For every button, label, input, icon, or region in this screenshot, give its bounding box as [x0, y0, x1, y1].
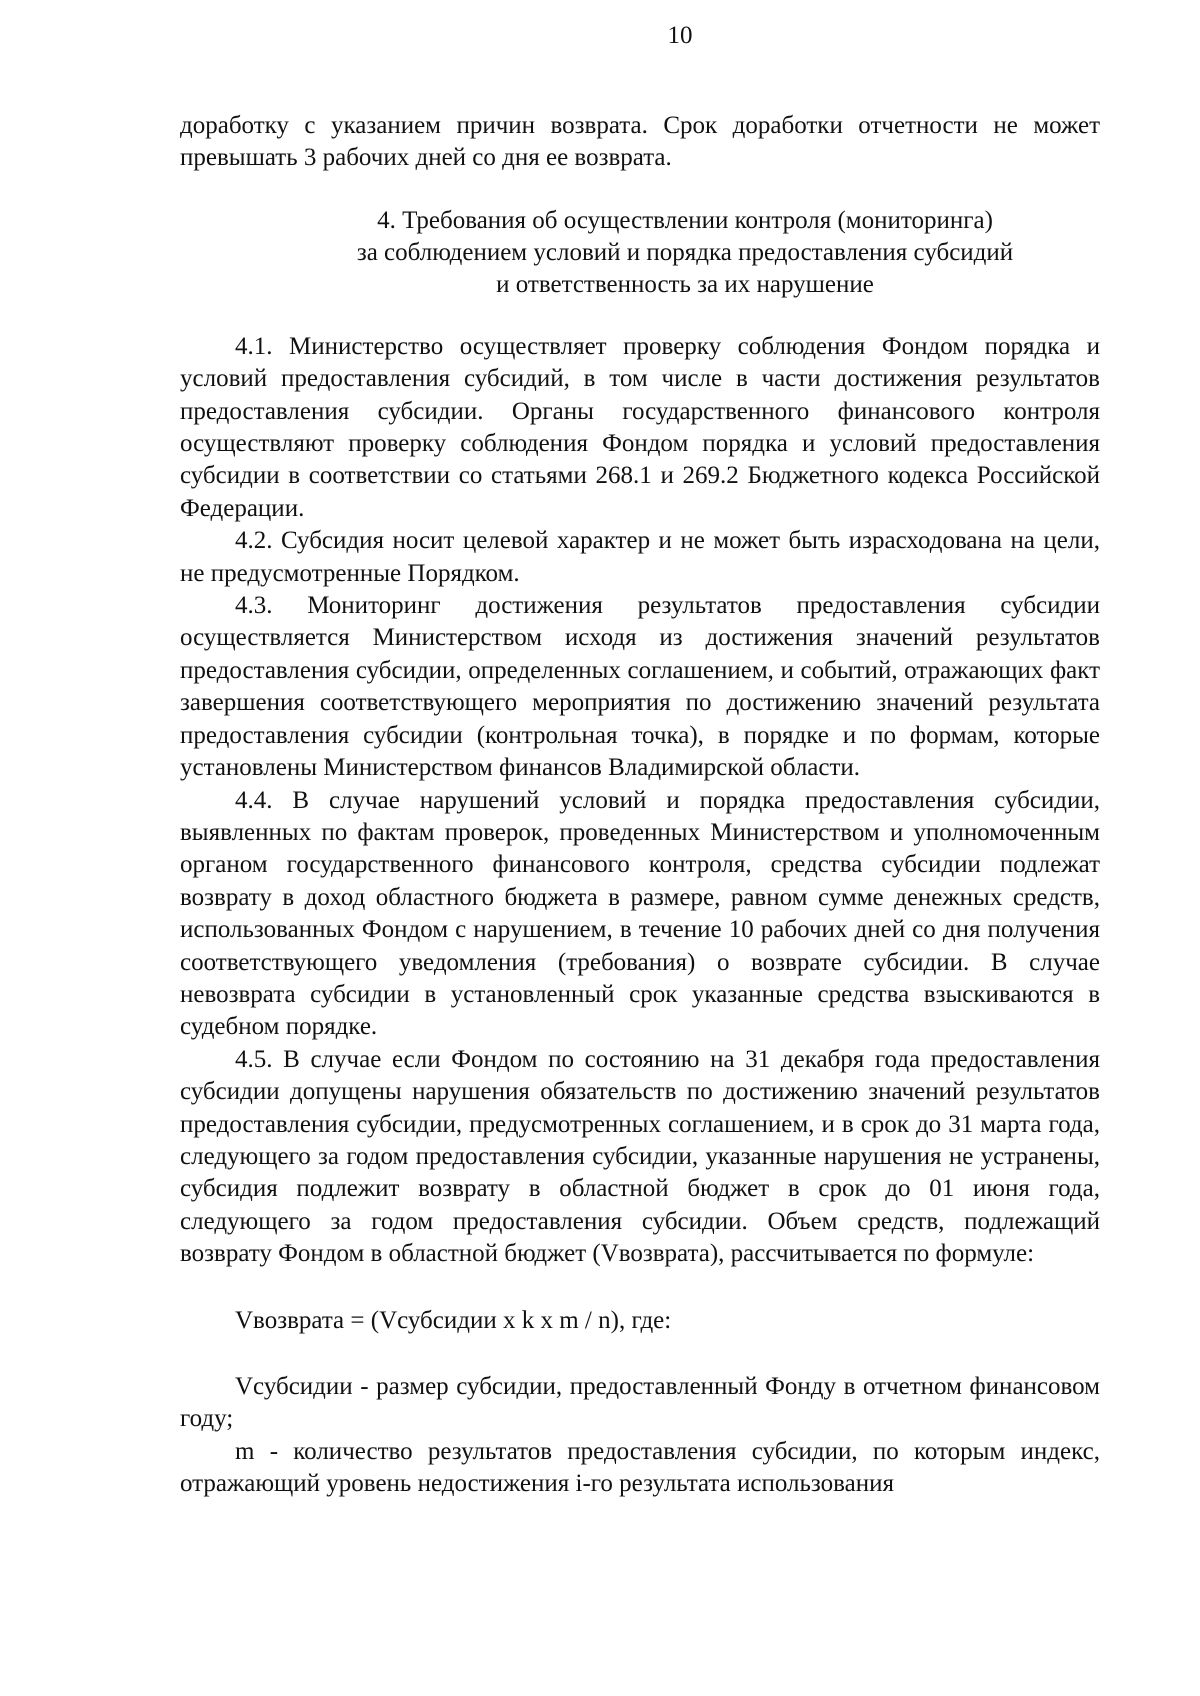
document-body	[180, 110, 1100, 1501]
paragraph-4-3: 4.3. Мониторинг достижения результатов предоставления субсидии осуществляется Министерством исходя из достижения значений результатов предоставления субсидии, определенных соглашением, и событий, отражающих факт завершения соответствующего мероприятия по достижению значений результата предоставления субсидии (контрольная точка), в порядке и по формам, которые установлены Министерством финансов Владимирской области.	[180, 592, 1100, 782]
definition-m: m - количество результатов предоставления субсидии, по которым индекс, отражающий уровень недостижения i-го результата использования	[180, 1437, 1100, 1498]
paragraph-4-2: 4.2. Субсидия носит целевой характер и не может быть израсходована на цели, не предусмотренные Порядком.	[180, 527, 1100, 587]
section-heading-line-2: за соблюдением условий и порядка предоставления субсидий	[356, 238, 1014, 266]
section-heading-line-3: и ответственность за их нарушение	[496, 270, 874, 298]
section-heading-line-1: 4. Требования об осуществлении контроля (мониторинга)	[377, 206, 993, 234]
paragraph-continuation: доработку с указанием причин возврата. Срок доработки отчетности не может превышать 3 рабочих дней со дня ее возврата.	[180, 112, 1100, 172]
paragraph-4-4: 4.4. В случае нарушений условий и порядка предоставления субсидии, выявленных по фактам проверок, проведенных Министерством и уполномоченным органом государственного финансового контроля, средства субсидии подлежат возврату в доход областного бюджета в размере, равном сумме денежных средств, использованных Фондом с нарушением, в течение 10 рабочих дней со дня получения соответствующего уведомления (требования) о возврате субсидии. В случае невозврата субсидии в установленный срок указанные средства взыскиваются в судебном порядке.	[180, 786, 1100, 1041]
paragraph-4-1: 4.1. Министерство осуществляет проверку соблюдения Фондом порядка и условий предоставления субсидий, в том числе в части достижения результатов предоставления субсидии. Органы государственного финансового контроля осуществляют проверку соблюдения Фондом порядка и условий предоставления субсидии в соответствии со статьями 268.1 и 269.2 Бюджетного кодекса Российской Федерации.	[180, 332, 1100, 522]
formula: Vвозврата = (Vсубсидии x k x m / n), где:	[235, 1306, 672, 1334]
section-heading	[270, 205, 1100, 301]
paragraph-4-5: 4.5. В случае если Фондом по состоянию на 31 декабря года предоставления субсидии допущены нарушения обязательств по достижению значений результатов предоставления субсидии, предусмотренных соглашением, и в срок до 31 марта года, следующего за годом предоставления субсидии, указанные нарушения не устранены, субсидия подлежит возврату в областной бюджет в срок до 01 июня года, следующего за годом предоставления субсидии. Объем средств, подлежащий возврату Фондом в областной бюджет (Vвозврата), рассчитывается по формуле:	[180, 1045, 1100, 1268]
page-number: 10	[667, 22, 693, 49]
definition-v-subsidy: Vсубсидии - размер субсидии, предоставленный Фонду в отчетном финансовом году;	[180, 1373, 1100, 1433]
